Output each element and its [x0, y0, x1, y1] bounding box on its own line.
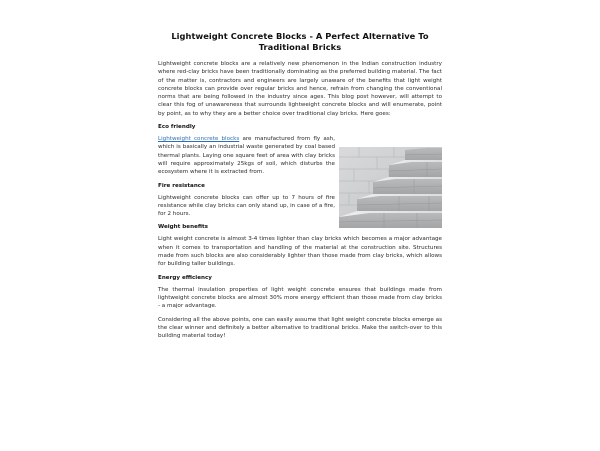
weight-benefits-paragraph: Light weight concrete is almost 3-4 times lighter than clay bricks which becomes a major advantage when it comes to transportation and handling of the material at the construction site. Structures made from such blocks are also considerably lighter than those made from clay bricks, which allows for building taller buildings.	[158, 236, 442, 268]
heading-energy-efficiency: Energy efficiency	[158, 274, 212, 281]
heading-fire-resistance: Fire resistance	[158, 182, 205, 189]
concrete-stairs-photo	[339, 147, 442, 228]
heading-weight-benefits: Weight benefits	[158, 224, 209, 231]
eco-friendly-paragraph	[158, 135, 335, 176]
lightweight-concrete-blocks-link[interactable]: Lightweight concrete blocks	[158, 136, 240, 143]
heading-eco-friendly: Eco friendly	[158, 124, 196, 131]
eco-friendly-text: are manufactured from fly ash, which is basically an industrial waste generated by coal based thermal plants. Laying one square feet of area with clay bricks will require approximately 25kgs of soil, which disturbs the ecosystem where it is extracted from.	[158, 136, 335, 176]
conclusion-paragraph: Considering all the above points, one can easily assume that light weight concrete blocks emerge as the clear winner and definitely a better alternative to traditional bricks. Make the switch-over to this building material today!	[158, 316, 442, 340]
document-page	[158, 0, 442, 451]
fire-resistance-paragraph: Lightweight concrete blocks can offer up to 7 hours of fire resistance while clay bricks can only stand up, in case of a fire, for 2 hours.	[158, 194, 335, 218]
document-title: Lightweight Concrete Blocks - A Perfect Alternative To Traditional Bricks	[171, 31, 429, 52]
energy-efficiency-paragraph: The thermal insulation properties of light weight concrete ensures that buildings made from lightweight concrete blocks are almost 30% more energy efficient than those made from clay bricks - a major advantage.	[158, 286, 442, 310]
intro-paragraph: Lightweight concrete blocks are a relatively new phenomenon in the Indian construction industry where red-clay bricks have been traditionally dominating as the preferred building material. The fact of the matter is, contractors and engineers are largely unaware of the benefits that light weight concrete blocks can provide over regular bricks and hence, refrain from changing the conventional norms that are being followed in the industry since ages. This blog post however, will attempt to clear this fog of unawareness that surrounds lightweight concrete blocks and will enumerate, point by point, as to why they are a better choice over traditional clay bricks. Here goes:	[158, 61, 442, 117]
